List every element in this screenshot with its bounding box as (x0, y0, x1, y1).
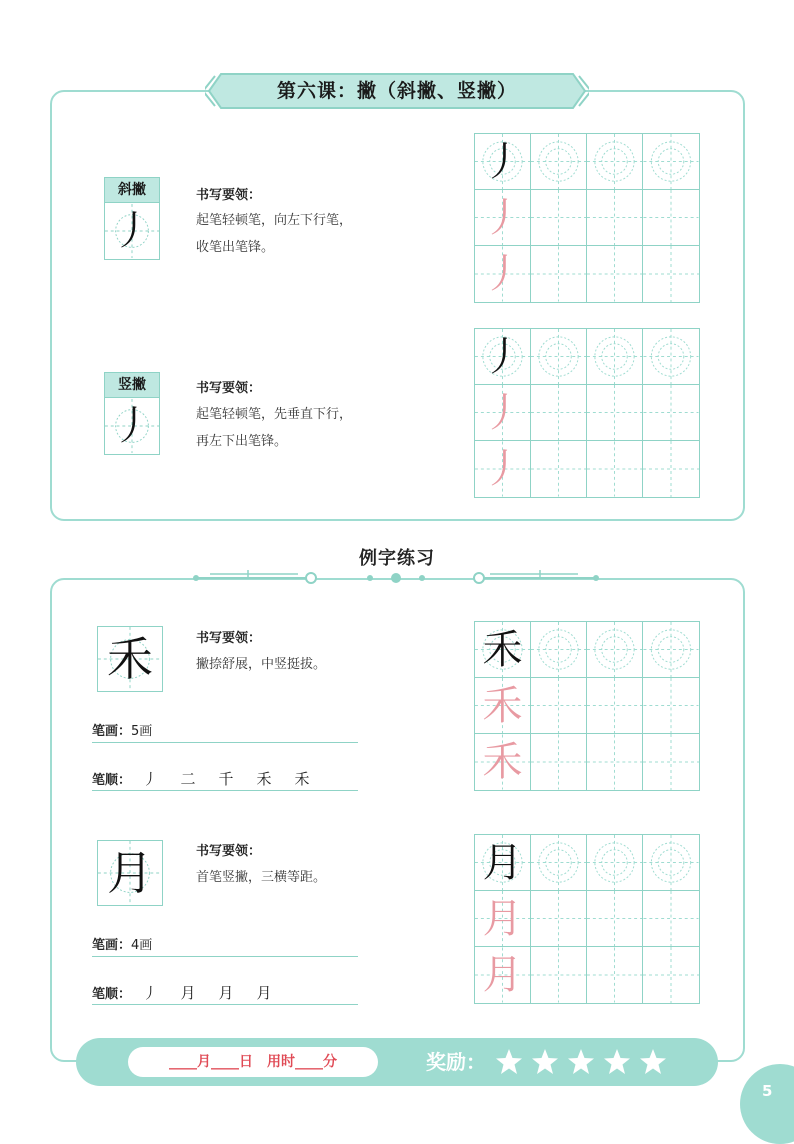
practice-cell[interactable] (587, 678, 643, 734)
star-icon[interactable] (566, 1047, 596, 1077)
tian-grid-guide (587, 134, 642, 189)
char-sample-box-1 (97, 626, 163, 692)
practice-cell[interactable] (531, 134, 587, 190)
tian-grid-guide (643, 891, 699, 946)
practice-cell[interactable] (587, 734, 643, 790)
tian-grid-guide (531, 441, 586, 497)
tian-grid-guide (531, 734, 586, 790)
stroke-order-step: 禾 (256, 770, 272, 788)
practice-cell[interactable] (643, 441, 699, 497)
stroke-label-box-1 (104, 177, 160, 260)
practice-cell[interactable] (587, 329, 643, 385)
tian-grid-guide (587, 190, 642, 245)
stroke-order-step: 禾 (294, 770, 310, 788)
lesson-title: 第六课：撇（斜撇、竖撇） (276, 80, 517, 102)
practice-cell[interactable] (475, 678, 531, 734)
char-sample-box-2 (97, 840, 163, 906)
star-icon[interactable] (602, 1047, 632, 1077)
stroke-tip-title-2: 书写要领： (196, 381, 262, 396)
tian-grid-guide (531, 246, 586, 302)
stroke-count-label: 笔画： (92, 724, 132, 739)
practice-cell[interactable] (587, 622, 643, 678)
practice-cell[interactable] (531, 246, 587, 302)
practice-cell[interactable] (587, 891, 643, 947)
practice-cell[interactable] (587, 441, 643, 497)
trace-glyph: 丿 (482, 390, 523, 436)
stroke-label-box-2 (104, 372, 160, 455)
practice-cell[interactable] (531, 190, 587, 246)
practice-cell[interactable] (531, 678, 587, 734)
practice-cell[interactable] (643, 329, 699, 385)
stroke-count-value: 4画 (131, 938, 153, 953)
tian-grid-guide (587, 622, 642, 677)
tian-grid-guide (587, 947, 642, 1003)
tian-grid-guide (587, 441, 642, 497)
practice-cell[interactable] (475, 246, 531, 302)
practice-cell[interactable] (475, 441, 531, 497)
tian-grid-guide (643, 678, 699, 733)
practice-cell[interactable] (587, 190, 643, 246)
tian-grid-guide (643, 190, 699, 245)
footer-bar (76, 1038, 718, 1086)
stroke-sample-cell-1 (105, 203, 159, 259)
stroke-tip-title-1: 书写要领： (196, 188, 262, 203)
stroke-sample-cell-2 (105, 398, 159, 454)
practice-grid-stroke-2 (474, 328, 700, 498)
stroke-count-line-2 (92, 934, 358, 957)
tian-grid-guide (531, 678, 586, 733)
char-sample-glyph-2: 月 (107, 846, 153, 900)
tian-grid-guide (643, 134, 699, 189)
practice-grid-char-2 (474, 834, 700, 1004)
char-tip-title-2: 书写要领： (196, 844, 262, 859)
date-time-field[interactable]: ____月____日 用时____分 (128, 1047, 378, 1077)
star-icon[interactable] (638, 1047, 668, 1077)
practice-cell[interactable] (531, 891, 587, 947)
practice-cell[interactable] (643, 835, 699, 891)
trace-glyph: 丿 (482, 251, 523, 297)
tian-grid-guide (531, 622, 586, 677)
practice-grid-char-1 (474, 621, 700, 791)
practice-cell[interactable] (531, 329, 587, 385)
stroke-count-line-1 (92, 720, 358, 743)
stroke-sample-glyph-2: 丿 (112, 403, 152, 449)
tian-grid-guide (643, 622, 699, 677)
tian-grid-guide (587, 835, 642, 890)
practice-cell[interactable] (475, 622, 531, 678)
stroke-order-line-2 (92, 982, 358, 1005)
practice-cell[interactable] (643, 891, 699, 947)
page-number: 5 (762, 1082, 773, 1100)
stroke-tip-line-2a: 起笔轻顿笔，先垂直下行， (196, 407, 353, 422)
practice-cell[interactable] (475, 891, 531, 947)
char-tip-line-2: 首笔竖撇，三横等距。 (196, 870, 327, 885)
stroke-tip-line-2b: 再左下出笔锋。 (196, 434, 288, 449)
tian-grid-guide (643, 441, 699, 497)
stroke-count-value: 5画 (131, 724, 153, 739)
practice-cell[interactable] (587, 835, 643, 891)
tian-grid-guide (587, 678, 642, 733)
char-tip-title-1: 书写要领： (196, 631, 262, 646)
tian-grid-guide (587, 329, 642, 384)
trace-glyph: 月 (482, 952, 523, 998)
tian-grid-guide (643, 947, 699, 1003)
trace-glyph: 丿 (482, 195, 523, 241)
tian-grid-guide (587, 385, 642, 440)
practice-cell[interactable] (475, 947, 531, 1003)
tian-grid-guide (643, 385, 699, 440)
stroke-order-step: 月 (180, 984, 196, 1002)
tian-grid-guide (531, 835, 586, 890)
practice-cell[interactable] (643, 190, 699, 246)
lesson-title-banner (205, 72, 589, 110)
stroke-tip-line-1b: 收笔出笔锋。 (196, 240, 275, 255)
stroke-label-2: 竖撇 (105, 373, 159, 398)
star-icon[interactable] (530, 1047, 560, 1077)
stroke-count-label: 笔画： (92, 938, 132, 953)
tian-grid-guide (643, 329, 699, 384)
star-icon[interactable] (494, 1047, 524, 1077)
tian-grid-guide (531, 134, 586, 189)
practice-cell[interactable] (475, 385, 531, 441)
trace-glyph: 月 (482, 896, 523, 942)
tian-grid-guide (643, 246, 699, 302)
stroke-order-sequence (131, 770, 321, 788)
page-number-badge (740, 1064, 794, 1144)
practice-cell[interactable] (643, 678, 699, 734)
reward-label: 奖励： (426, 1050, 486, 1074)
decorative-divider (190, 566, 604, 590)
tian-grid-guide (643, 835, 699, 890)
model-glyph: 丿 (482, 334, 523, 380)
stroke-tip-line-1a: 起笔轻顿笔，向左下行笔， (196, 213, 353, 228)
stroke-order-step: 月 (256, 984, 272, 1002)
practice-cell[interactable] (531, 622, 587, 678)
practice-cell[interactable] (587, 947, 643, 1003)
practice-cell[interactable] (531, 835, 587, 891)
stroke-order-label: 笔顺： (92, 773, 132, 788)
tian-grid-guide (587, 246, 642, 302)
tian-grid-guide (531, 190, 586, 245)
practice-grid-stroke-1 (474, 133, 700, 303)
practice-cell[interactable] (587, 134, 643, 190)
practice-cell[interactable] (643, 134, 699, 190)
char-sample-glyph-1: 禾 (107, 632, 153, 686)
tian-grid-guide (587, 891, 642, 946)
stroke-order-line-1 (92, 768, 358, 791)
tian-grid-guide (643, 734, 699, 790)
practice-section-title: 例字练习 (359, 548, 435, 569)
practice-cell[interactable] (531, 947, 587, 1003)
stroke-order-label: 笔顺： (92, 987, 132, 1002)
practice-cell[interactable] (587, 385, 643, 441)
model-glyph: 丿 (482, 139, 523, 185)
practice-cell[interactable] (643, 385, 699, 441)
model-glyph: 月 (482, 840, 523, 886)
practice-cell[interactable] (531, 385, 587, 441)
practice-cell[interactable] (643, 947, 699, 1003)
trace-glyph: 禾 (482, 739, 523, 785)
practice-cell[interactable] (475, 190, 531, 246)
trace-glyph: 丿 (482, 446, 523, 492)
stroke-label-1: 斜撇 (105, 178, 159, 203)
stroke-order-step: 二 (180, 770, 196, 788)
stroke-order-sequence (131, 984, 283, 1002)
stroke-order-step: 丿 (142, 984, 158, 1002)
practice-cell[interactable] (587, 246, 643, 302)
tian-grid-guide (587, 734, 642, 790)
practice-cell[interactable] (475, 734, 531, 790)
practice-cell[interactable] (643, 734, 699, 790)
practice-cell[interactable] (475, 835, 531, 891)
model-glyph: 禾 (482, 627, 523, 673)
practice-cell[interactable] (531, 441, 587, 497)
practice-cell[interactable] (643, 246, 699, 302)
char-tip-line-1: 撇捺舒展，中竖挺拔。 (196, 657, 327, 672)
practice-cell[interactable] (475, 329, 531, 385)
tian-grid-guide (531, 385, 586, 440)
practice-cell[interactable] (643, 622, 699, 678)
trace-glyph: 禾 (482, 683, 523, 729)
practice-cell[interactable] (475, 134, 531, 190)
stroke-sample-glyph-1: 丿 (112, 208, 152, 254)
stroke-order-step: 千 (218, 770, 234, 788)
stroke-order-step: 月 (218, 984, 234, 1002)
practice-cell[interactable] (531, 734, 587, 790)
stroke-order-step: 丿 (142, 770, 158, 788)
tian-grid-guide (531, 329, 586, 384)
tian-grid-guide (531, 891, 586, 946)
tian-grid-guide (531, 947, 586, 1003)
